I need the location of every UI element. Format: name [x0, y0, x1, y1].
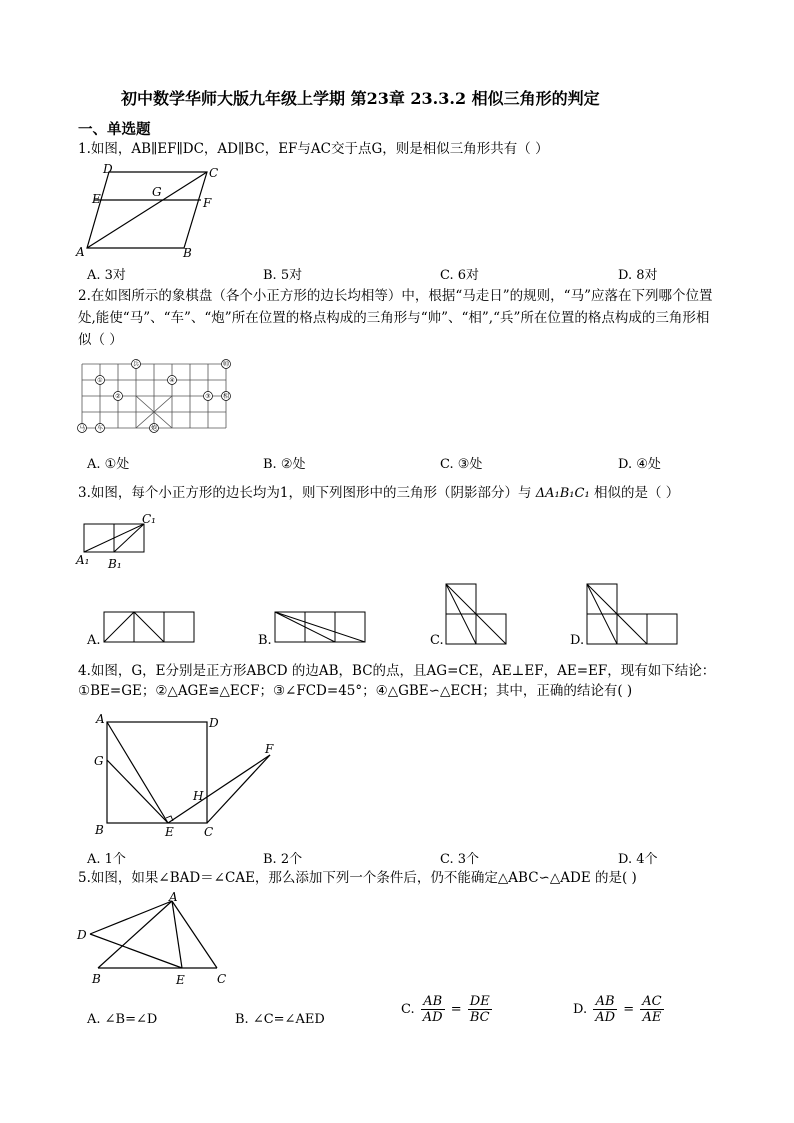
- q5-label-c: C: [217, 972, 227, 986]
- q3-option-b[interactable]: B.: [258, 633, 272, 648]
- q2-option-a[interactable]: A. ①处: [87, 457, 130, 472]
- q3-label-b1: B₁: [108, 557, 122, 571]
- q4-label-a: A: [96, 712, 105, 726]
- q2-piece-pao: 炮: [150, 425, 158, 432]
- q4-label-c: C: [204, 825, 214, 839]
- q4-label-f: F: [265, 742, 274, 756]
- q5-label-e: E: [176, 973, 185, 987]
- q4-label-h: H: [193, 789, 204, 803]
- q1-option-b[interactable]: B. 5对: [263, 268, 303, 283]
- q4-stem-line2: ①BE=GE；②△AGE≌△ECF；③∠FCD=45°；④△GBE∽△ECH；其中，正确的结论有( ): [78, 683, 633, 699]
- q3-reference-figure: [74, 512, 174, 574]
- q1-label-c: C: [209, 166, 219, 180]
- q1-stem: 1.如图，AB∥EF∥DC，AD∥BC，EF与AC交于点G，则是相似三角形共有（ ）: [78, 141, 549, 157]
- q2-stem: 2.在如图所示的象棋盘（各个小正方形的边长均相等）中，根据“马走日”的规则，“马”应落在下列哪个位置处,能使“马”、“车”、“炮”所在位置的格点构成的三角形与“帅”、“相”,“兵”所在位置的格点构成的三角形相似（ ）: [78, 288, 713, 348]
- q5-option-c-fraction-2: $\frac{DE}{BC}$: [469, 994, 490, 1025]
- q5-option-b[interactable]: B. ∠C=∠AED: [235, 1012, 325, 1027]
- q3-option-c-figure: [444, 582, 510, 646]
- q1-option-a[interactable]: A. 3对: [87, 268, 126, 283]
- q1-label-g: G: [152, 185, 162, 199]
- q4-option-c[interactable]: C. 3个: [440, 852, 480, 867]
- q4-label-e: E: [165, 825, 174, 839]
- q1-label-a: A: [76, 245, 85, 259]
- q5-stem: 5.如图，如果∠BAD＝∠CAE，那么添加下列一个条件后，仍不能确定△ABC∽△ADE 的是( ): [78, 870, 637, 886]
- q4-stem-line1: 4.如图，G，E分别是正方形ABCD 的边AB，BC的点，且AG=CE，AE⊥EF，AE=EF，现有如下结论：: [78, 663, 716, 679]
- q1-option-d[interactable]: D. 8对: [618, 268, 658, 283]
- q3-label-c1: C₁: [142, 512, 156, 526]
- page-title: 初中数学华师大版九年级上学期 第23章 23.3.2 相似三角形的判定: [121, 89, 600, 108]
- q3-option-a-figure: [102, 610, 196, 644]
- q3-option-c[interactable]: C.: [430, 633, 444, 648]
- q1-option-c[interactable]: C. 6对: [440, 268, 480, 283]
- q2-piece-shuai: 帅: [222, 361, 230, 368]
- q3-option-d-figure: [585, 582, 681, 646]
- q1-label-e: E: [92, 192, 101, 206]
- q4-option-b[interactable]: B. 2个: [263, 852, 303, 867]
- q2-option-b[interactable]: B. ②处: [263, 457, 306, 472]
- q5-label-a: A: [169, 890, 178, 904]
- q5-label-d: D: [77, 928, 87, 942]
- q2-position-1: ①: [97, 377, 103, 384]
- q4-label-g: G: [94, 754, 104, 768]
- q1-diagonal-ac: [87, 172, 207, 248]
- q3-option-a[interactable]: A.: [87, 633, 101, 648]
- q2-chessboard: [74, 356, 236, 442]
- q5-option-d-prefix: D.: [573, 1002, 588, 1017]
- q4-option-d[interactable]: D. 4个: [618, 852, 658, 867]
- q2-piece-bing: 兵: [132, 361, 140, 368]
- q5-option-c-prefix: C.: [401, 1002, 415, 1017]
- q1-label-b: B: [183, 246, 192, 260]
- q5-option-c[interactable]: [401, 994, 494, 1025]
- q4-option-a[interactable]: A. 1个: [87, 852, 126, 867]
- q2-option-c[interactable]: C. ③处: [440, 457, 483, 472]
- q3-option-d[interactable]: D.: [570, 633, 585, 648]
- q3-stem-text: 3.如图，每个小正方形的边长均为1，则下列图形中的三角形（阴影部分）与: [78, 485, 532, 501]
- q2-position-4: ④: [169, 377, 175, 384]
- q4-label-b: B: [95, 823, 104, 837]
- q2-piece-che: 车: [96, 425, 104, 432]
- q3-stem: [78, 482, 679, 505]
- q3-inline-triangle: ΔA₁B₁C₁: [535, 486, 590, 501]
- q1-label-f: F: [203, 196, 212, 210]
- q5-option-c-fraction-1: $\frac{AB}{AD}$: [422, 994, 443, 1025]
- q3-stem-tail: 相似的是（ ）: [593, 485, 680, 501]
- q2-piece-ma: 马: [78, 425, 86, 432]
- q2-piece-xiang: 相: [222, 393, 230, 400]
- q5-label-b: B: [92, 972, 101, 986]
- q4-figure: [88, 710, 288, 842]
- q5-option-d-fraction-1: $\frac{AB}{AD}$: [595, 994, 616, 1025]
- q3-option-b-figure: [273, 610, 367, 644]
- section-heading: 一、单选题: [78, 121, 151, 138]
- q1-label-d: D: [103, 162, 113, 176]
- q2-position-2: ②: [115, 393, 121, 400]
- q5-option-a[interactable]: A. ∠B=∠D: [87, 1012, 158, 1027]
- q3-label-a1: A₁: [76, 553, 90, 567]
- q2-option-d[interactable]: D. ④处: [618, 457, 661, 472]
- q5-figure: [72, 890, 234, 990]
- q2-position-3: ③: [205, 393, 211, 400]
- q5-option-d-equals: =: [623, 1002, 635, 1017]
- q5-option-c-equals: =: [450, 1002, 462, 1017]
- q4-label-d: D: [209, 716, 219, 730]
- q4-square-abcd: [107, 722, 207, 823]
- q5-option-d[interactable]: [573, 994, 666, 1025]
- q5-option-d-fraction-2: $\frac{AC}{AE}$: [642, 994, 662, 1025]
- q1-figure: [72, 160, 232, 260]
